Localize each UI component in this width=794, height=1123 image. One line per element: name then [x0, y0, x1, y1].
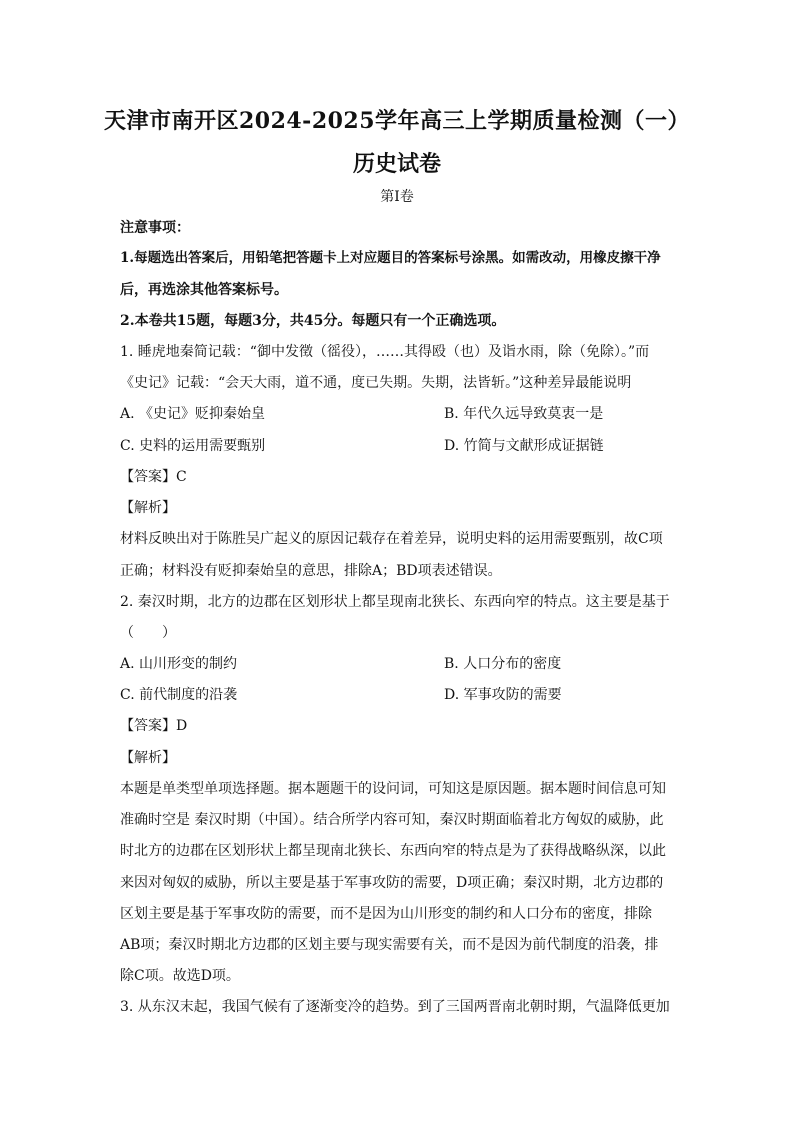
q1-stem-line-2: 《史记》记载：“会天大雨，道不通，度已失期。失期，法皆斩。”这种差异最能说明 [120, 375, 632, 391]
q2-option-d: D. 军事攻防的需要 [444, 687, 562, 703]
exam-title: 天津市南开区2024-2025学年高三上学期质量检测（一） [103, 108, 691, 134]
q2-analysis-line-6: AB项；秦汉时期北方边郡的区划主要与现实需要有关，而不是因为前代制度的沿袭，排 [120, 937, 659, 953]
q2-option-a: A. 山川形变的制约 [120, 656, 238, 672]
q1-analysis-line-2: 正确；材料没有贬抑秦始皇的意思，排除A；BD项表述错误。 [120, 563, 502, 579]
q2-option-c: C. 前代制度的沿袭 [120, 687, 238, 703]
notice-item-1-line-2: 后，再选涂其他答案标号。 [120, 282, 288, 298]
notice-item-2: 2.本卷共15题，每题3分，共45分。每题只有一个正确选项。 [120, 313, 506, 329]
q2-answer: 【答案】D [120, 718, 188, 734]
q2-analysis-line-2: 准确时空是 秦汉时期（中国）。结合所学内容可知，秦汉时期面临着北方匈奴的威胁，此 [120, 812, 664, 828]
q1-option-c: C. 史料的运用需要甄别 [120, 438, 266, 454]
q2-analysis-line-5: 区划主要是基于军事攻防的需要，而不是因为山川形变的制约和人口分布的密度，排除 [120, 906, 652, 922]
q3-stem-line-1: 3. 从东汉末起，我国气候有了逐渐变冷的趋势。到了三国两晋南北朝时期，气温降低更加 [120, 999, 670, 1015]
q2-analysis-line-3: 时北方的边郡在区划形状上都呈现南北狭长、东西向窄的特点是为了获得战略纵深，以此 [120, 843, 666, 859]
q1-analysis-line-1: 材料反映出对于陈胜吴广起义的原因记载存在着差异，说明史料的运用需要甄别，故C项 [120, 531, 663, 547]
q1-answer: 【答案】C [120, 469, 187, 485]
q1-option-d: D. 竹简与文献形成证据链 [444, 438, 604, 454]
exam-subject: 历史试卷 [352, 151, 441, 177]
q2-analysis-line-1: 本题是单类型单项选择题。据本题题干的设问词，可知这是原因题。据本题时间信息可知 [120, 781, 666, 797]
q2-analysis-line-4: 来因对匈奴的威胁，所以主要是基于军事攻防的需要，D项正确；秦汉时期，北方边郡的 [120, 875, 664, 891]
notice-item-1-line-1: 1.每题选出答案后，用铅笔把答题卡上对应题目的答案标号涂黑。如需改动，用橡皮擦干净 [120, 250, 661, 266]
volume-label: 第I卷 [380, 189, 414, 205]
q1-option-b: B. 年代久远导致莫衷一是 [444, 406, 604, 422]
q1-stem-line-1: 1. 睡虎地秦简记载：“御中发徵（徭役），……其得殴（也）及诣水雨，除（免除）。”而 [120, 344, 650, 360]
q2-stem-line-2: （ ） [120, 625, 176, 641]
q2-analysis-line-7: 除C项。故选D项。 [120, 968, 240, 984]
q2-analysis-label: 【解析】 [120, 750, 176, 766]
q1-analysis-label: 【解析】 [120, 500, 176, 516]
q2-option-b: B. 人口分布的密度 [444, 656, 562, 672]
notice-heading: 注意事项： [120, 220, 190, 236]
q2-stem-line-1: 2. 秦汉时期，北方的边郡在区划形状上都呈现南北狭长、东西向窄的特点。这主要是基于 [120, 594, 670, 610]
q1-option-a: A. 《史记》贬抑秦始皇 [120, 406, 266, 422]
